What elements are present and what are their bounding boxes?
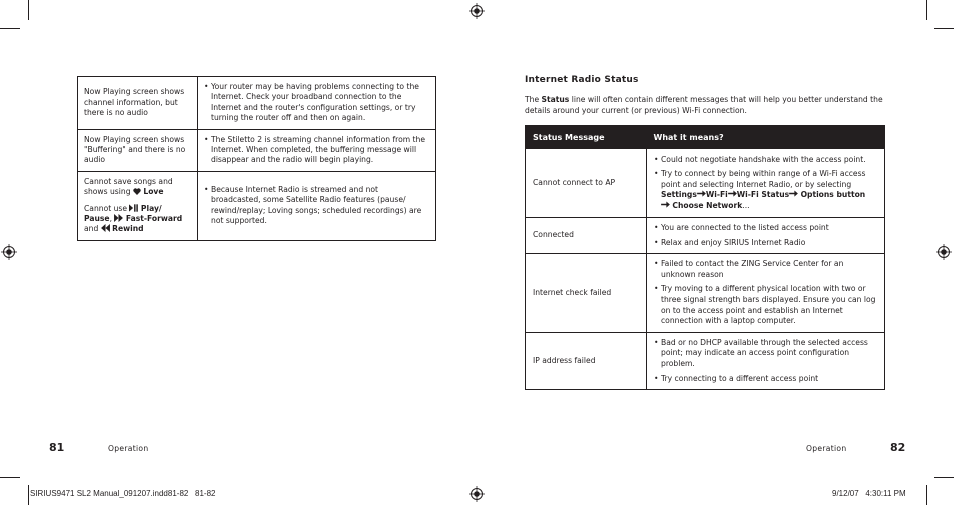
column-header: What it means? bbox=[647, 126, 885, 149]
solution-cell: • Because Internet Radio is streamed and not broadcasted, some Satellite Radio features (pause/ rewind/replay; Loving songs; scheduled recordings) are not supported. bbox=[198, 171, 436, 240]
bullet-icon: • bbox=[204, 82, 209, 91]
crop-mark bbox=[28, 0, 29, 20]
print-timestamp: 9/12/07 4:30:11 PM bbox=[832, 489, 906, 498]
crop-mark bbox=[0, 28, 20, 29]
status-message-cell: Cannot connect to AP bbox=[526, 149, 647, 218]
table-row bbox=[526, 218, 885, 254]
status-message-cell: IP address failed bbox=[526, 332, 647, 389]
bullet-icon: • bbox=[654, 169, 659, 179]
issue-cell: Now Playing screen shows channel information, but there is no audio bbox=[78, 77, 198, 130]
bullet-icon: • bbox=[654, 223, 659, 232]
status-table bbox=[525, 125, 885, 390]
bullet-icon: • bbox=[654, 337, 659, 347]
bullet-icon: • bbox=[654, 259, 659, 269]
bullet-icon: • bbox=[654, 284, 659, 294]
crop-mark bbox=[28, 485, 29, 505]
section-footer: Operation bbox=[108, 444, 149, 453]
solution-cell: • The Stiletto 2 is streaming channel information from the Internet. When completed, the buffering message will disappear and the radio will begin playing. bbox=[198, 129, 436, 171]
bullet-icon: • bbox=[654, 237, 659, 247]
section-footer: Operation bbox=[806, 444, 847, 453]
status-message-cell: Internet check failed bbox=[526, 254, 647, 333]
table-row bbox=[78, 171, 436, 240]
page-number: 82 bbox=[890, 441, 906, 454]
section-title: Internet Radio Status bbox=[525, 75, 639, 85]
table-header-row bbox=[526, 126, 885, 149]
bullet-icon: • bbox=[204, 185, 209, 195]
play-pause-icon bbox=[129, 204, 138, 212]
table-row bbox=[526, 149, 885, 218]
print-slug: SIRIUS9471 SL2 Manual_091207.indd81-82 81-82 bbox=[30, 489, 216, 498]
rewind-icon bbox=[101, 224, 110, 232]
registration-mark-icon bbox=[469, 3, 485, 19]
crop-mark bbox=[926, 0, 927, 20]
meaning-cell: • You are connected to the listed access point • Relax and enjoy SIRIUS Internet Radio bbox=[647, 218, 885, 254]
column-header: Status Message bbox=[526, 126, 647, 149]
registration-mark-icon bbox=[936, 244, 952, 260]
crop-mark bbox=[934, 477, 954, 478]
right-arrow-icon bbox=[789, 190, 798, 197]
meaning-cell: • Failed to contact the ZING Service Center for an unknown reason • Try moving to a different physical location with two or three signal strength bars displayed. Ensure you can log on to the access point and establish an Internet connection with a laptop computer. bbox=[647, 254, 885, 333]
section-intro: The Status line will often contain different messages that will help you better understand the details around your current (or previous) Wi-Fi connection. bbox=[525, 95, 883, 115]
bullet-icon: • bbox=[654, 373, 659, 383]
crop-mark bbox=[0, 477, 20, 478]
table-row bbox=[526, 332, 885, 389]
troubleshooting-table bbox=[77, 76, 436, 241]
right-arrow-icon bbox=[661, 201, 670, 208]
status-message-cell: Connected bbox=[526, 218, 647, 254]
meaning-cell: • Could not negotiate handshake with the access point. • Try to connect by being within range of a Wi-Fi access point and selecting Internet Radio, or by selecting Settings Wi-Fi Wi-Fi Status Options button Choose Network... bbox=[647, 149, 885, 218]
table-row bbox=[78, 77, 436, 130]
registration-mark-icon bbox=[1, 244, 17, 260]
table-row bbox=[526, 254, 885, 333]
heart-icon bbox=[133, 188, 141, 195]
issue-cell: Cannot save songs and shows using Love Cannot use Play/ Pause, Fast-Forward and Rewind bbox=[78, 171, 198, 240]
issue-cell: Now Playing screen shows "Buffering" and there is no audio bbox=[78, 129, 198, 171]
right-arrow-icon bbox=[728, 190, 737, 197]
crop-mark bbox=[926, 485, 927, 505]
bullet-icon: • bbox=[204, 134, 209, 144]
bullet-icon: • bbox=[654, 154, 659, 164]
meaning-cell: • Bad or no DHCP available through the selected access point; may indicate an access point configuration problem. • Try connecting to a different access point bbox=[647, 332, 885, 389]
fast-forward-icon bbox=[114, 214, 123, 222]
registration-mark-icon bbox=[469, 486, 485, 502]
right-arrow-icon bbox=[697, 190, 706, 197]
table-row bbox=[78, 129, 436, 171]
solution-cell: • Your router may be having problems connecting to the Internet. Check your broadband connection to the Internet and the router's configuration settings, or try turning the router off and then on again. bbox=[198, 77, 436, 130]
page-number: 81 bbox=[49, 441, 65, 454]
crop-mark bbox=[934, 28, 954, 29]
